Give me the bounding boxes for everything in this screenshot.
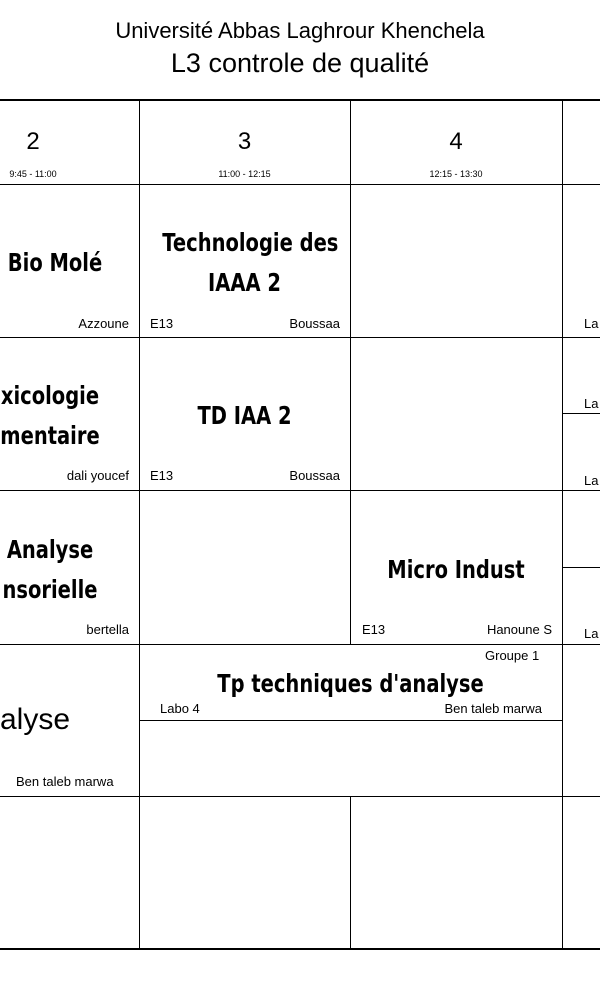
teacher-name: Azzoune	[78, 316, 129, 331]
teacher-name: Boussaa	[289, 468, 340, 483]
teacher-name: Boussaa	[289, 316, 340, 331]
room-label: E13	[150, 468, 174, 483]
course-title: Tp techniques d'analyse	[217, 669, 484, 698]
course-title: alyse	[0, 703, 71, 736]
teacher-name: dali youcef	[66, 468, 129, 483]
course-title: TD IAA 2	[197, 401, 292, 430]
teacher-name: Ben taleb marwa	[444, 701, 542, 716]
room-label: La	[584, 316, 599, 331]
room-label: La	[584, 396, 599, 411]
group-label: Groupe 1	[485, 648, 540, 663]
course-title: Bio Molé	[7, 248, 103, 277]
period-number: 4	[449, 128, 463, 155]
course-title: nsorielle	[2, 575, 98, 604]
room-label: La	[584, 626, 599, 641]
period-time: 9:45 - 11:00	[9, 169, 57, 179]
room-label: E13	[150, 316, 174, 331]
course-title: Micro Indust	[387, 555, 525, 584]
room-label: Labo 4	[160, 701, 200, 716]
university-name: Université Abbas Laghrour Khenchela	[115, 18, 485, 43]
course-title: Analyse	[6, 535, 94, 564]
course-title: xicologie	[0, 381, 100, 410]
teacher-name: bertella	[86, 622, 129, 637]
room-label: La	[584, 473, 599, 488]
class-title: L3 controle de qualité	[170, 48, 430, 78]
period-time: 11:00 - 12:15	[218, 169, 271, 179]
course-title: Technologie des	[162, 228, 339, 257]
room-label: E13	[362, 622, 386, 637]
teacher-name: Hanoune S	[486, 622, 552, 637]
period-time: 12:15 - 13:30	[429, 169, 483, 179]
course-title: mentaire	[0, 421, 100, 450]
teacher-name: Ben taleb marwa	[16, 774, 114, 789]
course-title: IAAA 2	[208, 268, 281, 297]
period-number: 2	[26, 128, 40, 155]
period-number: 3	[237, 128, 252, 155]
